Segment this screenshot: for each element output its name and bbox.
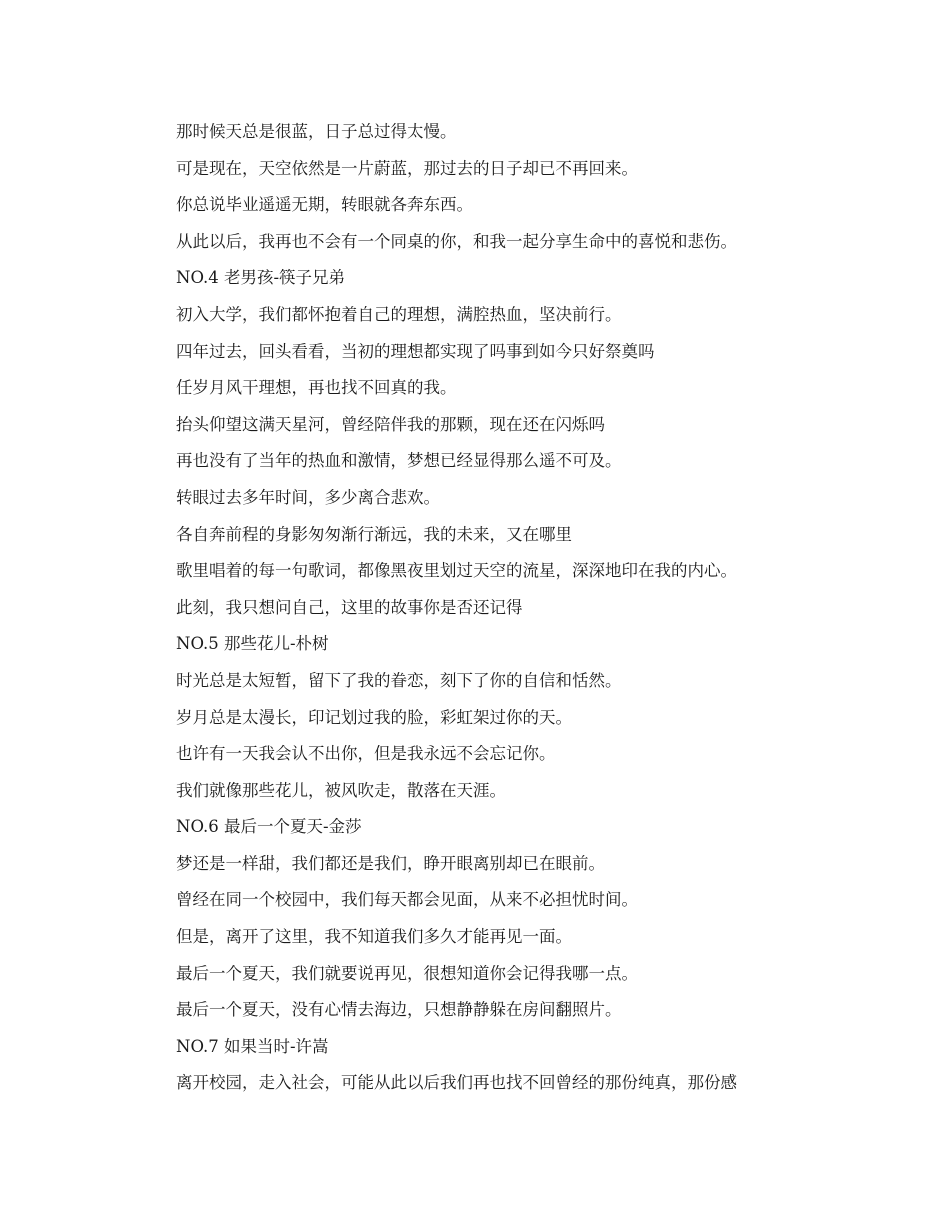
text-line: 各自奔前程的身影匆匆渐行渐远，我的未来，又在哪里 <box>176 524 572 544</box>
text-line: 最后一个夏天，我们就要说再见，很想知道你会记得我哪一点。 <box>176 963 638 983</box>
text-line: 歌里唱着的每一句歌词，都像黑夜里划过天空的流星，深深地印在我的内心。 <box>176 561 737 581</box>
text-line: 岁月总是太漫长，印记划过我的脸，彩虹架过你的天。 <box>176 707 572 727</box>
text-line: 四年过去，回头看看，当初的理想都实现了吗事到如今只好祭奠吗 <box>176 341 655 361</box>
text-line: 我们就像那些花儿，被风吹走，散落在天涯。 <box>176 780 506 800</box>
song-heading: NO.5 那些花儿-朴树 <box>176 634 329 654</box>
song-heading: NO.6 最后一个夏天-金莎 <box>176 817 362 837</box>
song-heading: NO.4 老男孩-筷子兄弟 <box>176 268 346 288</box>
text-line: 离开校园，走入社会，可能从此以后我们再也找不回曾经的那份纯真，那份感 <box>176 1073 737 1093</box>
text-line: 从此以后，我再也不会有一个同桌的你，和我一起分享生命中的喜悦和悲伤。 <box>176 231 737 251</box>
text-line: 那时候天总是很蓝，日子总过得太慢。 <box>176 122 457 141</box>
text-line: 你总说毕业遥遥无期，转眼就各奔东西。 <box>176 195 473 215</box>
text-line: 抬头仰望这满天星河，曾经陪伴我的那颗，现在还在闪烁吗 <box>176 414 605 434</box>
text-line: 时光总是太短暂，留下了我的眷恋，刻下了你的自信和恬然。 <box>176 670 622 690</box>
text-line: 转眼过去多年时间，多少离合悲欢。 <box>176 487 440 507</box>
text-body <box>176 114 836 1102</box>
text-line: 此刻，我只想问自己，这里的故事你是否还记得 <box>176 597 523 617</box>
text-line: 梦还是一样甜，我们都还是我们，睁开眼离别却已在眼前。 <box>176 853 605 873</box>
text-line: 但是，离开了这里，我不知道我们多久才能再见一面。 <box>176 927 572 947</box>
song-heading: NO.7 如果当时-许嵩 <box>176 1036 329 1056</box>
text-line: 曾经在同一个校园中，我们每天都会见面，从来不必担忧时间。 <box>176 890 638 910</box>
text-line: 最后一个夏天，没有心情去海边，只想静静躲在房间翻照片。 <box>176 1000 622 1020</box>
text-line: 可是现在，天空依然是一片蔚蓝，那过去的日子却已不再回来。 <box>176 158 638 178</box>
text-line: 再也没有了当年的热血和激情，梦想已经显得那么遥不可及。 <box>176 451 622 471</box>
text-line: 也许有一天我会认不出你，但是我永远不会忘记你。 <box>176 744 556 764</box>
text-line: 任岁月风干理想，再也找不回真的我。 <box>176 378 457 398</box>
text-line: 初入大学，我们都怀抱着自己的理想，满腔热血，坚决前行。 <box>176 304 622 324</box>
